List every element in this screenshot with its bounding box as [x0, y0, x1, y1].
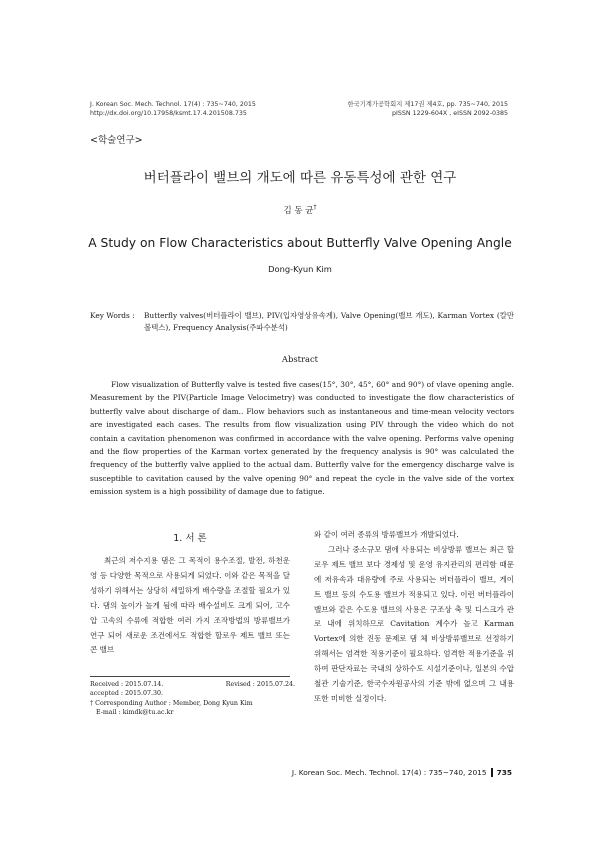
- received-date: Received : 2015.07.14.: [90, 681, 164, 688]
- corresponding-author: † Corresponding Author : Member, Dong Kyun Kim: [90, 699, 253, 707]
- keywords-label: Key Words :: [90, 311, 135, 320]
- section-tag: <학술연구>: [90, 135, 143, 146]
- body-text-right-column: [314, 528, 514, 707]
- abstract-body: Flow visualization of Butterfly valve is tested five cases(15°, 30°, 45°, 60° and 90°) of vlave opening angle. Measurement by the PIV(Particle Image Velocimetry) was conducted to investigate the flow characteristics of butterfly valve about discharge of dam.. Flow behaviors such as instantaneous and time-mean velocity vectors are investigated each cases. The results from flow visualization using PIV through the video which do not contain a cavitation phenomenon was confirmed in accordance with the valve opening. Performs valve opening and the flow properties of the Karman vortex generated by the frequency analysis is 90° was calculated the frequency of the butterfly valve applied to the actual dam. Butterfly valve for the emergency discharge valve is susceptible to cavitation caused by the valve opening 90° and repeat the cycle in the valve side of the vortex emission system is a high possibility of damage due to fatigue.: [90, 380, 514, 497]
- corresponding-mark: †: [313, 204, 317, 212]
- body-text-left-column: 최근의 저수지용 댐은 그 목적이 용수조절, 발전, 하천운영 등 다양한 목적으로 사용되게 되었다. 이와 같은 목적을 달성하기 위해서는 상당히 세밀하게 배수량을 조절할 필요가 있다. 댐의 높이가 높게 됨에 따라 배수설비도 크게 되어, 고수압 고속의 수류에 적합한 여러 가지 조작방법의 방류밸브가 연구 되어 새로운 조건에서도 적합한 할로우 제트 밸브 또는 콘 밸브: [90, 556, 290, 655]
- footer-citation: J. Korean Soc. Mech. Technol. 17(4) : 735~740, 2015: [291, 768, 487, 777]
- journal-header-right: [348, 100, 508, 118]
- keywords-list: Butterfly valves(버터플라이 밸브), PIV(입자영상유속계), Valve Opening(밸브 개도), Karman Vortex (칼만볼텍스), Frequency Analysis(주파수분석): [144, 311, 514, 332]
- revised-date: Revised : 2015.07.24.: [225, 681, 295, 688]
- paragraph: 와 같이 여러 종류의 방류밸브가 개발되었다.: [314, 530, 459, 539]
- journal-citation: J. Korean Soc. Mech. Technol. 17(4) : 735~740, 2015: [90, 101, 256, 108]
- footnote-divider: [90, 676, 290, 677]
- doi-link[interactable]: http://dx.doi.org/10.17958/ksmt.17.4.201508.735: [90, 110, 247, 117]
- title-korean: 버터플라이 밸브의 개도에 따른 유동특성에 관한 연구: [143, 170, 457, 186]
- issn: pISSN 1229-604X , eISSN 2092-0385: [392, 110, 508, 117]
- abstract-heading: Abstract: [281, 354, 319, 364]
- footnote: [90, 680, 295, 718]
- page-footer: [292, 768, 512, 777]
- author-english: Dong-Kyun Kim: [268, 264, 332, 274]
- author-email[interactable]: E-mail : kimdk@tu.ac.kr: [96, 709, 174, 717]
- journal-header-left: [90, 100, 256, 118]
- keywords: [90, 310, 514, 334]
- section-heading-introduction: 1. 서 론: [173, 533, 207, 544]
- accepted-date: accepted : 2015.07.30.: [90, 690, 164, 698]
- footer-divider: [491, 768, 493, 777]
- journal-citation-kr: 한국기계가공학회지 제17권 제4호, pp. 735~740, 2015: [347, 101, 508, 108]
- author-korean-name: 김 동 균: [283, 206, 314, 216]
- page-number: 735: [496, 768, 512, 777]
- paragraph: 그러나 중소규모 댐에 사용되는 비상방류 밸브는 최근 할로우 제트 밸브 보다 경제성 및 운영 유지관리의 편리함 때문에 저유속과 대유량에 주로 사용되는 버터플라이 밸브, 게이트 밸브 등의 수도용 밸브가 적용되고 있다. 이런 버터플라이 밸브와 같은 수도용 밸브의 사용은 구조상 축 및 디스크가 관로 내에 위치하므로 Cavitation 계수가 높고 Karman Vortex에 의한 진동 문제로 댐 체 비상방류밸브로 선정하기 위해서는 엄격한 적용기준이 필요하다. 엄격한 적용기준을 위하여 판단자료는 국내의 상하수도 시설기준이나, 일본의 수압철관 기술기준, 한국수자원공사의 기준 밖에 없으며 그 내용 또한 미비한 실정이다.: [314, 544, 514, 703]
- author-korean: [0, 204, 600, 216]
- title-english: A Study on Flow Characteristics about Butterfly Valve Opening Angle: [88, 236, 512, 250]
